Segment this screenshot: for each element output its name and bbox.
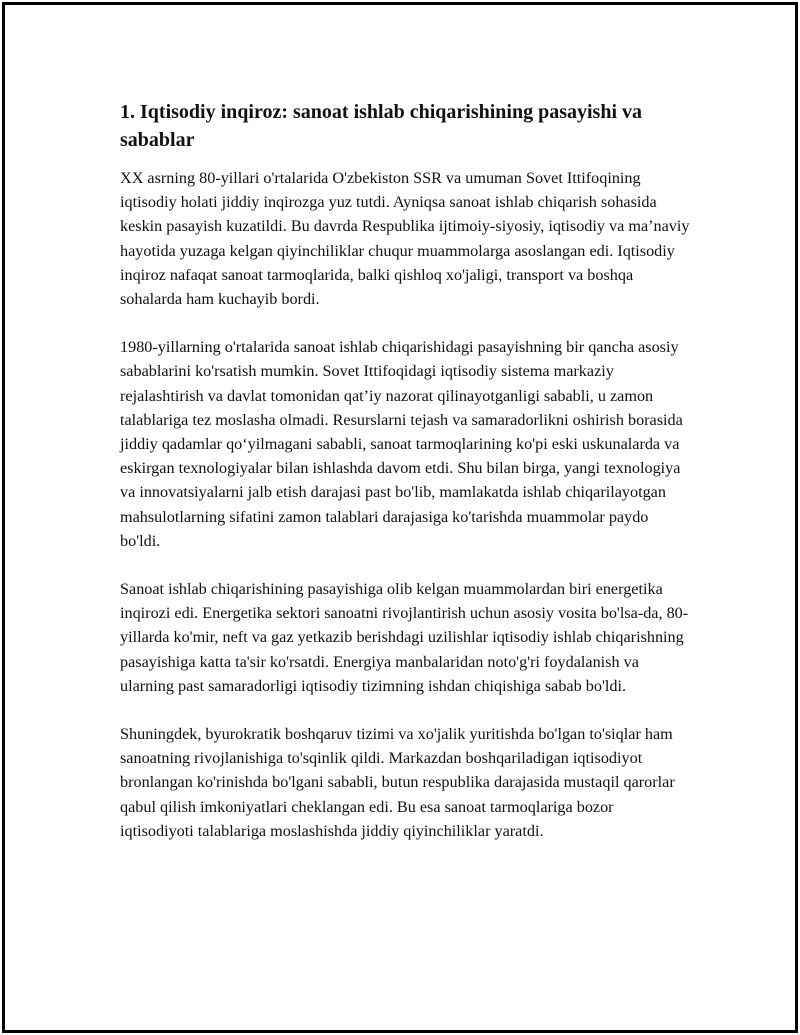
section-heading: 1. Iqtisodiy inqiroz: sanoat ishlab chiqarishining pasayishi va sabablar <box>120 101 643 151</box>
document-body <box>120 98 690 867</box>
paragraph-4: Shuningdek, byurokratik boshqaruv tizimi va xo'jalik yuritishda bo'lgan to'siqlar ham sanoatning rivojlanishiga to'sqinlik qildi. Markazdan boshqariladigan iqtisodiyot bronlangan ko'rinishda bo'lgani sababli, butun respublika darajasida mustaqil qarorlar qabul qilish imkoniyatlari cheklangan edi. Bu esa sanoat tarmoqlariga bozor iqtisodiyoti talablariga moslashishda jiddiy qiyinchiliklar yaratdi. <box>120 725 675 840</box>
paragraph-1: XX asrning 80-yillari o'rtalarida O'zbekiston SSR va umuman Sovet Ittifoqining iqtisodiy holati jiddiy inqirozga yuz tutdi. Ayniqsa sanoat ishlab chiqarish sohasida keskin pasayish kuzatildi. Bu davrda Respublika ijtimoiy-siyosiy, iqtisodiy va ma’naviy hayotida yuzaga kelgan qiyinchiliklar chuqur muammolarga asoslangan edi. Iqtisodiy inqiroz nafaqat sanoat tarmoqlarida, balki qishloq xo'jaligi, transport va boshqa sohalarda ham kuchayib bordi. <box>120 169 690 309</box>
paragraph-3: Sanoat ishlab chiqarishining pasayishiga olib kelgan muammolardan biri energetika inqirozi edi. Energetika sektori sanoatni rivojlantirish uchun asosiy vosita bo'lsa-da, 80-yillarda ko'mir, neft va gaz yetkazib berishdagi uzilishlar iqtisodiy ishlab chiqarishning pasayishiga katta ta'sir ko'rsatdi. Energiya manbalaridan noto'g'ri foydalanish va ularning past samaradorligi iqtisodiy tizimning ishdan chiqishiga sabab bo'ldi. <box>120 580 689 695</box>
document-page <box>2 2 798 1033</box>
paragraph-2: 1980-yillarning o'rtalarida sanoat ishlab chiqarishidagi pasayishning bir qancha asosiy sabablarini ko'rsatish mumkin. Sovet Ittifoqidagi iqtisodiy sistema markaziy rejalashtirish va davlat tomonidan qat’iy nazorat qilinayotganligi sababli, u zamon talablariga tez moslasha olmadi. Resurslarni tejash va samaradorlikni oshirish borasida jiddiy qadamlar qo‘yilmagani sababli, sanoat tarmoqlarining ko'pi eski uskunalarda va eskirgan texnologiyalar bilan ishlashda davom etdi. Shu bilan birga, yangi texnologiya va innovatsiyalarni jalb etish darajasi past bo'lib, mamlakatda ishlab chiqarilayotgan mahsulotlarning sifatini zamon talablari darajasiga ko'tarishda muammolar paydo bo'ldi. <box>120 338 683 550</box>
